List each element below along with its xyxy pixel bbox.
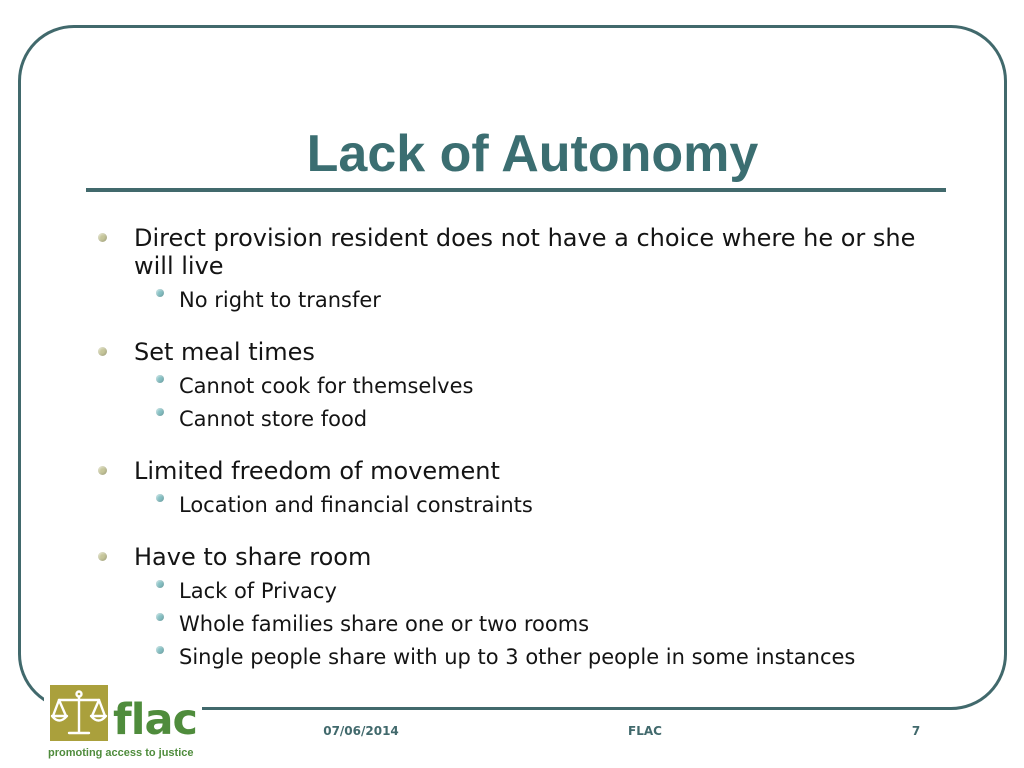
bullet-item: [0, 338, 1024, 436]
bullet-list: [0, 224, 1024, 674]
bullet-dot-icon: [98, 552, 107, 561]
bullet-dot-icon: [98, 347, 107, 356]
sub-bullet-list: [0, 575, 1024, 674]
sub-bullet-list: [0, 489, 1024, 522]
sub-bullet-dot-icon: [156, 613, 164, 621]
sub-bullet-text: No right to transfer: [179, 288, 381, 312]
sub-bullet-text: Location and financial constraints: [179, 493, 533, 517]
sub-bullet-dot-icon: [156, 375, 164, 383]
logo-tagline: promoting access to justice: [48, 747, 194, 759]
bullet-item: [0, 543, 1024, 674]
sub-bullet-text: Lack of Privacy: [179, 579, 337, 603]
sub-bullet-dot-icon: [156, 580, 164, 588]
sub-bullet-item: [0, 489, 1024, 522]
sub-bullet-item: [0, 641, 1024, 674]
scales-of-justice-icon: [50, 685, 108, 741]
sub-bullet-list: [0, 370, 1024, 436]
title-underline: [86, 188, 946, 192]
sub-bullet-item: [0, 284, 1024, 317]
slide-title: Lack of Autonomy: [306, 125, 759, 183]
sub-bullet-text: Cannot store food: [179, 407, 368, 431]
logo-wordmark: flac: [113, 695, 197, 745]
sub-bullet-text: Whole families share one or two rooms: [179, 612, 590, 636]
slide-number: 7: [911, 724, 921, 738]
bullet-dot-icon: [98, 466, 107, 475]
bullet-text: Limited freedom of movement: [134, 457, 500, 485]
footer-date: 07/06/2014: [323, 724, 399, 738]
sub-bullet-item: [0, 608, 1024, 641]
bullet-item: [0, 457, 1024, 522]
sub-bullet-text: Cannot cook for themselves: [179, 374, 474, 398]
bullet-item: [0, 224, 1024, 317]
sub-bullet-item: [0, 370, 1024, 403]
sub-bullet-list: [0, 284, 1024, 317]
sub-bullet-item: [0, 575, 1024, 608]
bullet-dot-icon: [98, 233, 107, 242]
footer-label: FLAC: [628, 724, 662, 738]
sub-bullet-dot-icon: [156, 646, 164, 654]
sub-bullet-item: [0, 403, 1024, 436]
sub-bullet-dot-icon: [156, 289, 164, 297]
sub-bullet-dot-icon: [156, 408, 164, 416]
bullet-text: Have to share room: [134, 543, 372, 571]
flac-logo: [44, 682, 202, 766]
bullet-text: Direct provision resident does not have a choice where he or she will live: [134, 224, 916, 280]
sub-bullet-text: Single people share with up to 3 other people in some instances: [179, 645, 856, 669]
sub-bullet-dot-icon: [156, 494, 164, 502]
bullet-text: Set meal times: [134, 338, 315, 366]
